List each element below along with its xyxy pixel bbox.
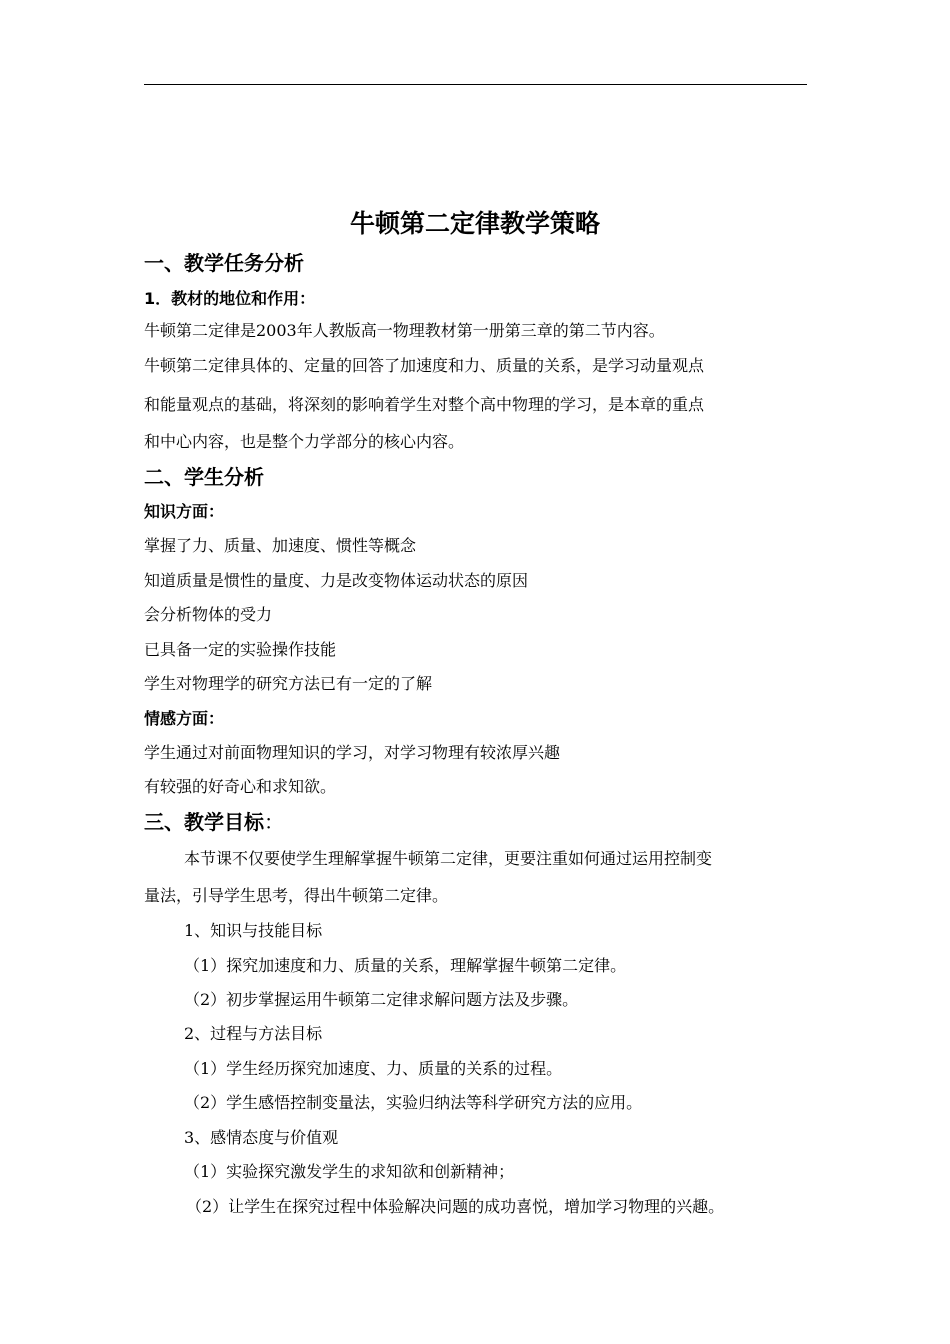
section-heading-student-analysis: 二、学生分析 bbox=[144, 465, 264, 489]
paragraph-line: 量法，引导学生思考，得出牛顿第二定律。 bbox=[144, 886, 449, 905]
list-item: 有较强的好奇心和求知欲。 bbox=[144, 777, 337, 796]
goal-item: （2）让学生在探究过程中体验解决问题的成功喜悦，增加学习物理的兴趣。 bbox=[186, 1197, 725, 1216]
section-heading-teaching-goals bbox=[144, 808, 284, 836]
paragraph-line: 牛顿第二定律是2003年人教版高一物理教材第一册第三章的第二节内容。 bbox=[144, 321, 665, 340]
subheading-knowledge: 知识方面： bbox=[144, 502, 225, 521]
paragraph-line: 牛顿第二定律具体的、定量的回答了加速度和力、质量的关系，是学习动量观点 bbox=[144, 356, 705, 375]
goal-title: 2、过程与方法目标 bbox=[184, 1024, 323, 1043]
list-item: 已具备一定的实验操作技能 bbox=[144, 640, 337, 659]
section-heading-task-analysis: 一、教学任务分析 bbox=[144, 251, 304, 275]
heading-colon: ： bbox=[264, 810, 284, 834]
list-item: 学生通过对前面物理知识的学习，对学习物理有较浓厚兴趣 bbox=[144, 743, 561, 762]
goal-item: （1）学生经历探究加速度、力、质量的关系的过程。 bbox=[184, 1059, 563, 1078]
goal-item: （2）初步掌握运用牛顿第二定律求解问题方法及步骤。 bbox=[184, 990, 579, 1009]
goal-item: （2）学生感悟控制变量法，实验归纳法等科学研究方法的应用。 bbox=[184, 1093, 643, 1112]
page-title: 牛顿第二定律教学策略 bbox=[349, 209, 600, 238]
list-item: 知道质量是惯性的量度、力是改变物体运动状态的原因 bbox=[144, 571, 529, 590]
header-rule bbox=[144, 84, 807, 85]
list-item: 掌握了力、质量、加速度、惯性等概念 bbox=[144, 536, 417, 555]
paragraph-line: 和中心内容，也是整个力学部分的核心内容。 bbox=[144, 432, 465, 451]
goal-item: （1）实验探究激发学生的求知欲和创新精神； bbox=[184, 1162, 515, 1181]
goal-title: 1、知识与技能目标 bbox=[184, 921, 323, 940]
paragraph-line: 和能量观点的基础，将深刻的影响着学生对整个高中物理的学习，是本章的重点 bbox=[144, 395, 705, 414]
goal-item: （1）探究加速度和力、质量的关系，理解掌握牛顿第二定律。 bbox=[184, 956, 627, 975]
list-item: 会分析物体的受力 bbox=[144, 605, 273, 624]
list-item: 学生对物理学的研究方法已有一定的了解 bbox=[144, 674, 433, 693]
subheading-textbook-position: 1．教材的地位和作用： bbox=[144, 289, 316, 308]
paragraph-line: 本节课不仅要使学生理解掌握牛顿第二定律，更要注重如何通过运用控制变 bbox=[184, 849, 713, 868]
goal-title: 3、感情态度与价值观 bbox=[184, 1128, 339, 1147]
subheading-emotion: 情感方面： bbox=[144, 709, 225, 728]
heading-text: 三、教学目标 bbox=[144, 810, 264, 834]
